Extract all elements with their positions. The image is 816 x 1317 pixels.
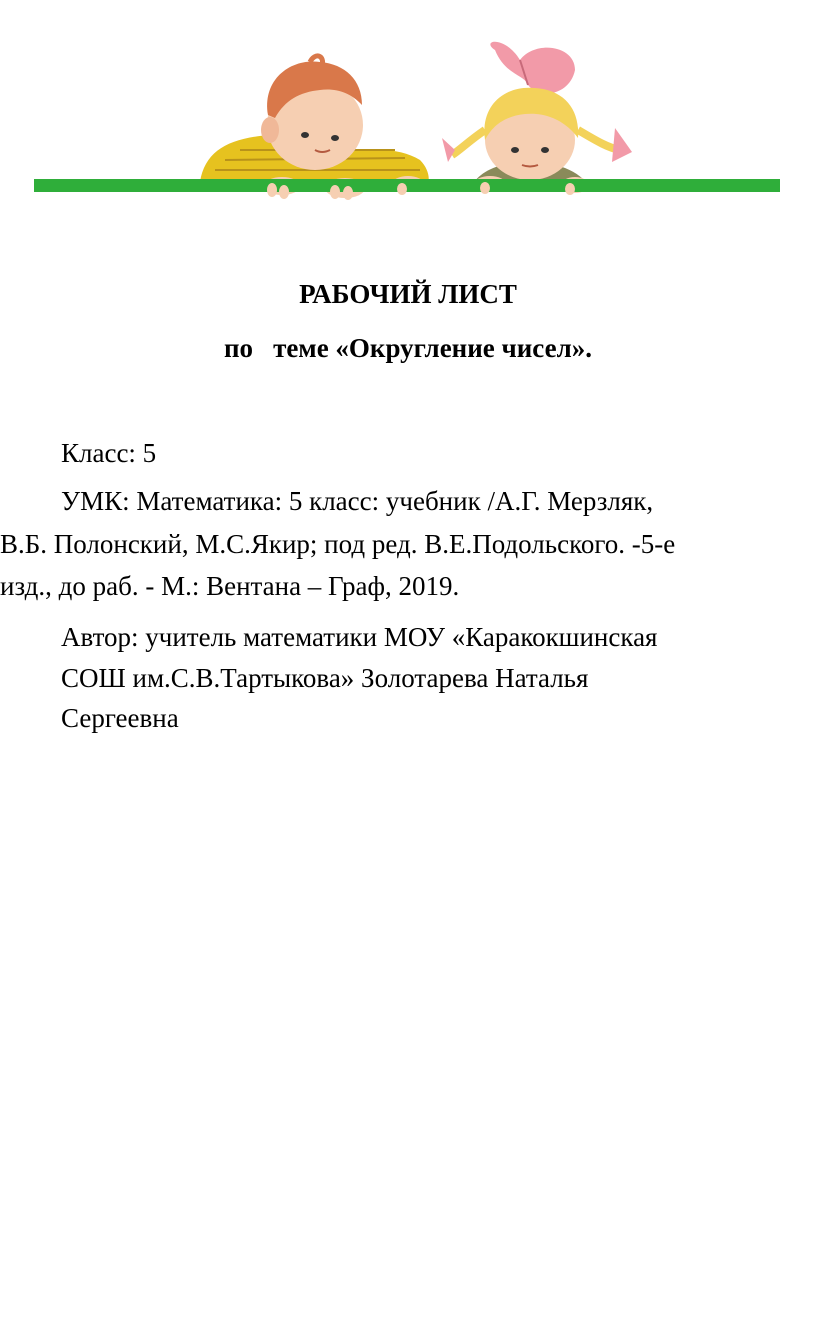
umk-line-1: УМК: Математика: 5 класс: учебник /А.Г. Мерзляк, [61,486,654,516]
children-illustration [0,0,816,215]
boy-figure [200,56,429,198]
class-text: Класс: 5 [61,438,157,468]
umk-line-3: изд., до раб. - М.: Вентана – Граф, 2019. [0,571,460,601]
topic-text: теме «Округление чисел». [273,333,592,363]
green-line [34,179,780,192]
worksheet-title: РАБОЧИЙ ЛИСТ [299,279,517,309]
worksheet-topic [0,331,816,365]
author-line-3: Сергеевна [61,703,179,733]
topic-prefix: по [224,333,254,363]
author-line-1: Автор: учитель математики МОУ «Каракокшинская [61,622,658,652]
author-line-2: СОШ им.С.В.Тартыкова» Золотарева Наталья [61,663,589,693]
girl-figure [442,42,632,193]
umk-line-2: В.Б. Полонский, М.С.Якир; под ред. В.Е.Подольского. -5-е [0,529,676,559]
